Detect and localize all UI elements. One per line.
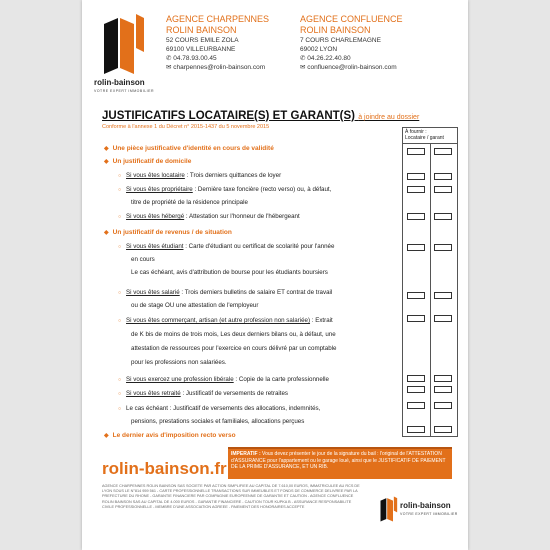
checkbox-locataire[interactable] [407, 186, 425, 193]
mail-icon: ✉ [166, 64, 174, 71]
item-text: : Copie de la carte professionnelle [233, 376, 329, 383]
agency-brand: ROLIN BAINSON [300, 25, 371, 35]
checklist-table [402, 143, 458, 437]
document-page [82, 0, 468, 550]
list-item [118, 213, 300, 220]
item-text: : Dernière taxe foncière (recto verso) ou, à défaut, [192, 186, 332, 193]
page-title [102, 110, 419, 122]
item-continuation: ou de stage OU une attestation de l'employeur [131, 302, 259, 309]
item-label: Si vous êtes locataire [126, 172, 185, 179]
agency-email[interactable]: confluence@rolin-bainson.com [307, 64, 397, 71]
item-text: : Extrait [310, 317, 333, 324]
item-text: : Trois derniers bulletins de salaire ET contrat de travail [179, 289, 333, 296]
table-header-line1: À fournir : [405, 129, 427, 135]
checkbox-locataire[interactable] [407, 213, 425, 220]
item-continuation: Le cas échéant, avis d'attribution de bourse pour les étudiants boursiers [131, 269, 328, 276]
checkbox-garant[interactable] [434, 244, 452, 251]
agency-address: 52 COURS EMILE ZOLA [166, 37, 239, 44]
decree-reference: Conforme à l'annexe 1 du Décret n° 2015-1437 du 5 novembre 2015 [102, 124, 270, 130]
footer-logo-tagline: VOTRE EXPERT IMMOBILIER [400, 512, 458, 516]
table-header-line2: Locataire / garant [405, 135, 444, 141]
checkbox-locataire[interactable] [407, 402, 425, 409]
imperatif-label: IMPERATIF : [231, 451, 261, 457]
agency-title: AGENCE CONFLUENCE [300, 14, 403, 24]
checkbox-locataire[interactable] [407, 315, 425, 322]
list-item [118, 243, 334, 250]
checkbox-locataire[interactable] [407, 173, 425, 180]
website-link[interactable]: rolin-bainson.fr [102, 459, 227, 478]
title-sub: à joindre au dossier [358, 114, 420, 121]
checkbox-locataire[interactable] [407, 375, 425, 382]
title-main: JUSTIFICATIFS LOCATAIRE(S) ET GARANT(S) [102, 110, 355, 122]
agency-charpennes [166, 14, 269, 72]
agency-email[interactable]: charpennes@rolin-bainson.com [173, 64, 266, 71]
list-item [118, 390, 288, 397]
item-label: Si vous exercez une profession libérale [126, 376, 234, 383]
checkbox-locataire[interactable] [407, 386, 425, 393]
item-continuation: en cours [131, 256, 155, 263]
checkbox-garant[interactable] [434, 292, 452, 299]
section-imposition: ◆ Le dernier avis d'imposition recto verso [104, 432, 236, 439]
checklist-table-header [402, 127, 458, 143]
agency-address: 7 COURS CHARLEMAGNE [300, 37, 381, 44]
imperatif-notice [228, 447, 452, 479]
checkbox-garant[interactable] [434, 402, 452, 409]
table-divider [430, 144, 431, 436]
item-label: Si vous êtes étudiant [126, 243, 184, 250]
checkbox-locataire[interactable] [407, 426, 425, 433]
item-continuation: titre de propriété de la résidence principale [131, 199, 248, 206]
checkbox-garant[interactable] [434, 426, 452, 433]
list-item [118, 172, 281, 179]
list-item [118, 186, 331, 193]
imperatif-text: Vous devez présenter le jour de la signature du bail : l'original de l'ATTESTATION d'ASSURANCE pour l'appartement ou le garage loué, ainsi que le JUSTIFICATIF DE PAIEMENT DE LA PRIME D'ASSURANCE, ET UN RIB. [231, 451, 446, 470]
section-domicile: ◆ Un justificatif de domicile [104, 158, 191, 165]
checkbox-locataire[interactable] [407, 244, 425, 251]
checkbox-garant[interactable] [434, 386, 452, 393]
checkbox-garant[interactable] [434, 173, 452, 180]
item-text: : Attestation sur l'honneur de l'hébergeant [184, 213, 300, 220]
item-label: Si vous êtes retraité [126, 390, 181, 397]
item-text: : Justificatif de versements de retraites [180, 390, 289, 397]
agency-confluence [300, 14, 403, 72]
checkbox-garant[interactable] [434, 375, 452, 382]
item-continuation: pour les professions non salariées. [131, 359, 227, 366]
logo-name: rolin-bainson [94, 78, 145, 87]
rolin-bainson-logo [98, 14, 146, 74]
checkbox-locataire[interactable] [407, 148, 425, 155]
rolin-bainson-logo-small [378, 496, 398, 522]
agency-phone: 04.26.22.40.80 [307, 55, 351, 62]
item-label: Si vous êtes propriétaire [126, 186, 193, 193]
item-text: : Carte d'étudiant ou certificat de scolarité pour l'année [183, 243, 335, 250]
item-label: Si vous êtes commerçant, artisan (et autre profession non salariée) [126, 317, 311, 324]
mail-icon: ✉ [300, 64, 308, 71]
item-continuation: de K bis de moins de trois mois, Les deux derniers bilans ou, à défaut, une [131, 331, 336, 338]
item-label: Si vous êtes hébergé [126, 213, 185, 220]
item-continuation: attestation de ressources pour l'exercice en cours délivré par un comptable [131, 345, 337, 352]
phone-icon: ✆ [300, 55, 308, 62]
section-revenus: ◆ Un justificatif de revenus / de situation [104, 229, 232, 236]
legal-footer: AGENCE CHARPENNES ROLIN BAINSON SAS SOCIETE PAR ACTION SIMPLIFIEE AU CAPITAL DE 7.610,00 EUROS, IMMATRICULEE AU RCS DE LYON SOUS LE N°814 959 561 - CARTE PROFESSIONNELLE TRANSACTIONS SUR IMMEUBLES ET FONDS DE COMMERCE DELIVREE PAR LA PREFECTURE DU RHONE - GARANTIE FINANCIERE PAR COMPAGNIE EUROPEENNE DE GARANTIE ET CAUTION - AGENCE CONFLUENCE ROLIN BAINSON SAS AU CAPITAL DE 4.000 EUROS - GARANTIE FINANCIERE - CAUTION TOUR KUPKA B - ASSURANCE RESPONSABILITE CIVILE PROFESSIONNELLE - MEMBRE D'UNE ASSOCIATION AGREEE - PAIEMENT DES HONORAIRES ACCEPTE [102, 484, 360, 509]
list-item [118, 405, 320, 412]
list-item [118, 289, 332, 296]
checkbox-garant[interactable] [434, 186, 452, 193]
item-text: Le cas échéant : Justificatif de versements des allocations, indemnités, [126, 405, 321, 412]
item-text: : Trois derniers quittances de loyer [184, 172, 282, 179]
agency-city: 69002 LYON [300, 46, 338, 53]
list-item [118, 317, 333, 324]
logo-tagline: VOTRE EXPERT IMMOBILIER [94, 89, 154, 93]
footer-logo-name: rolin-bainson [400, 501, 451, 510]
list-item [118, 376, 329, 383]
checkbox-garant[interactable] [434, 148, 452, 155]
checkbox-garant[interactable] [434, 315, 452, 322]
phone-icon: ✆ [166, 55, 174, 62]
checkbox-garant[interactable] [434, 213, 452, 220]
section-identity: ◆ Une pièce justificative d'identité en cours de validité [104, 145, 274, 152]
item-label: Si vous êtes salarié [126, 289, 180, 296]
agency-brand: ROLIN BAINSON [166, 25, 237, 35]
agency-title: AGENCE CHARPENNES [166, 14, 270, 24]
agency-phone: 04.78.93.00.45 [173, 55, 217, 62]
checkbox-locataire[interactable] [407, 292, 425, 299]
agency-city: 69100 VILLEURBANNE [166, 46, 236, 53]
item-continuation: pensions, prestations sociales et familiales, allocations perçues [131, 418, 305, 425]
